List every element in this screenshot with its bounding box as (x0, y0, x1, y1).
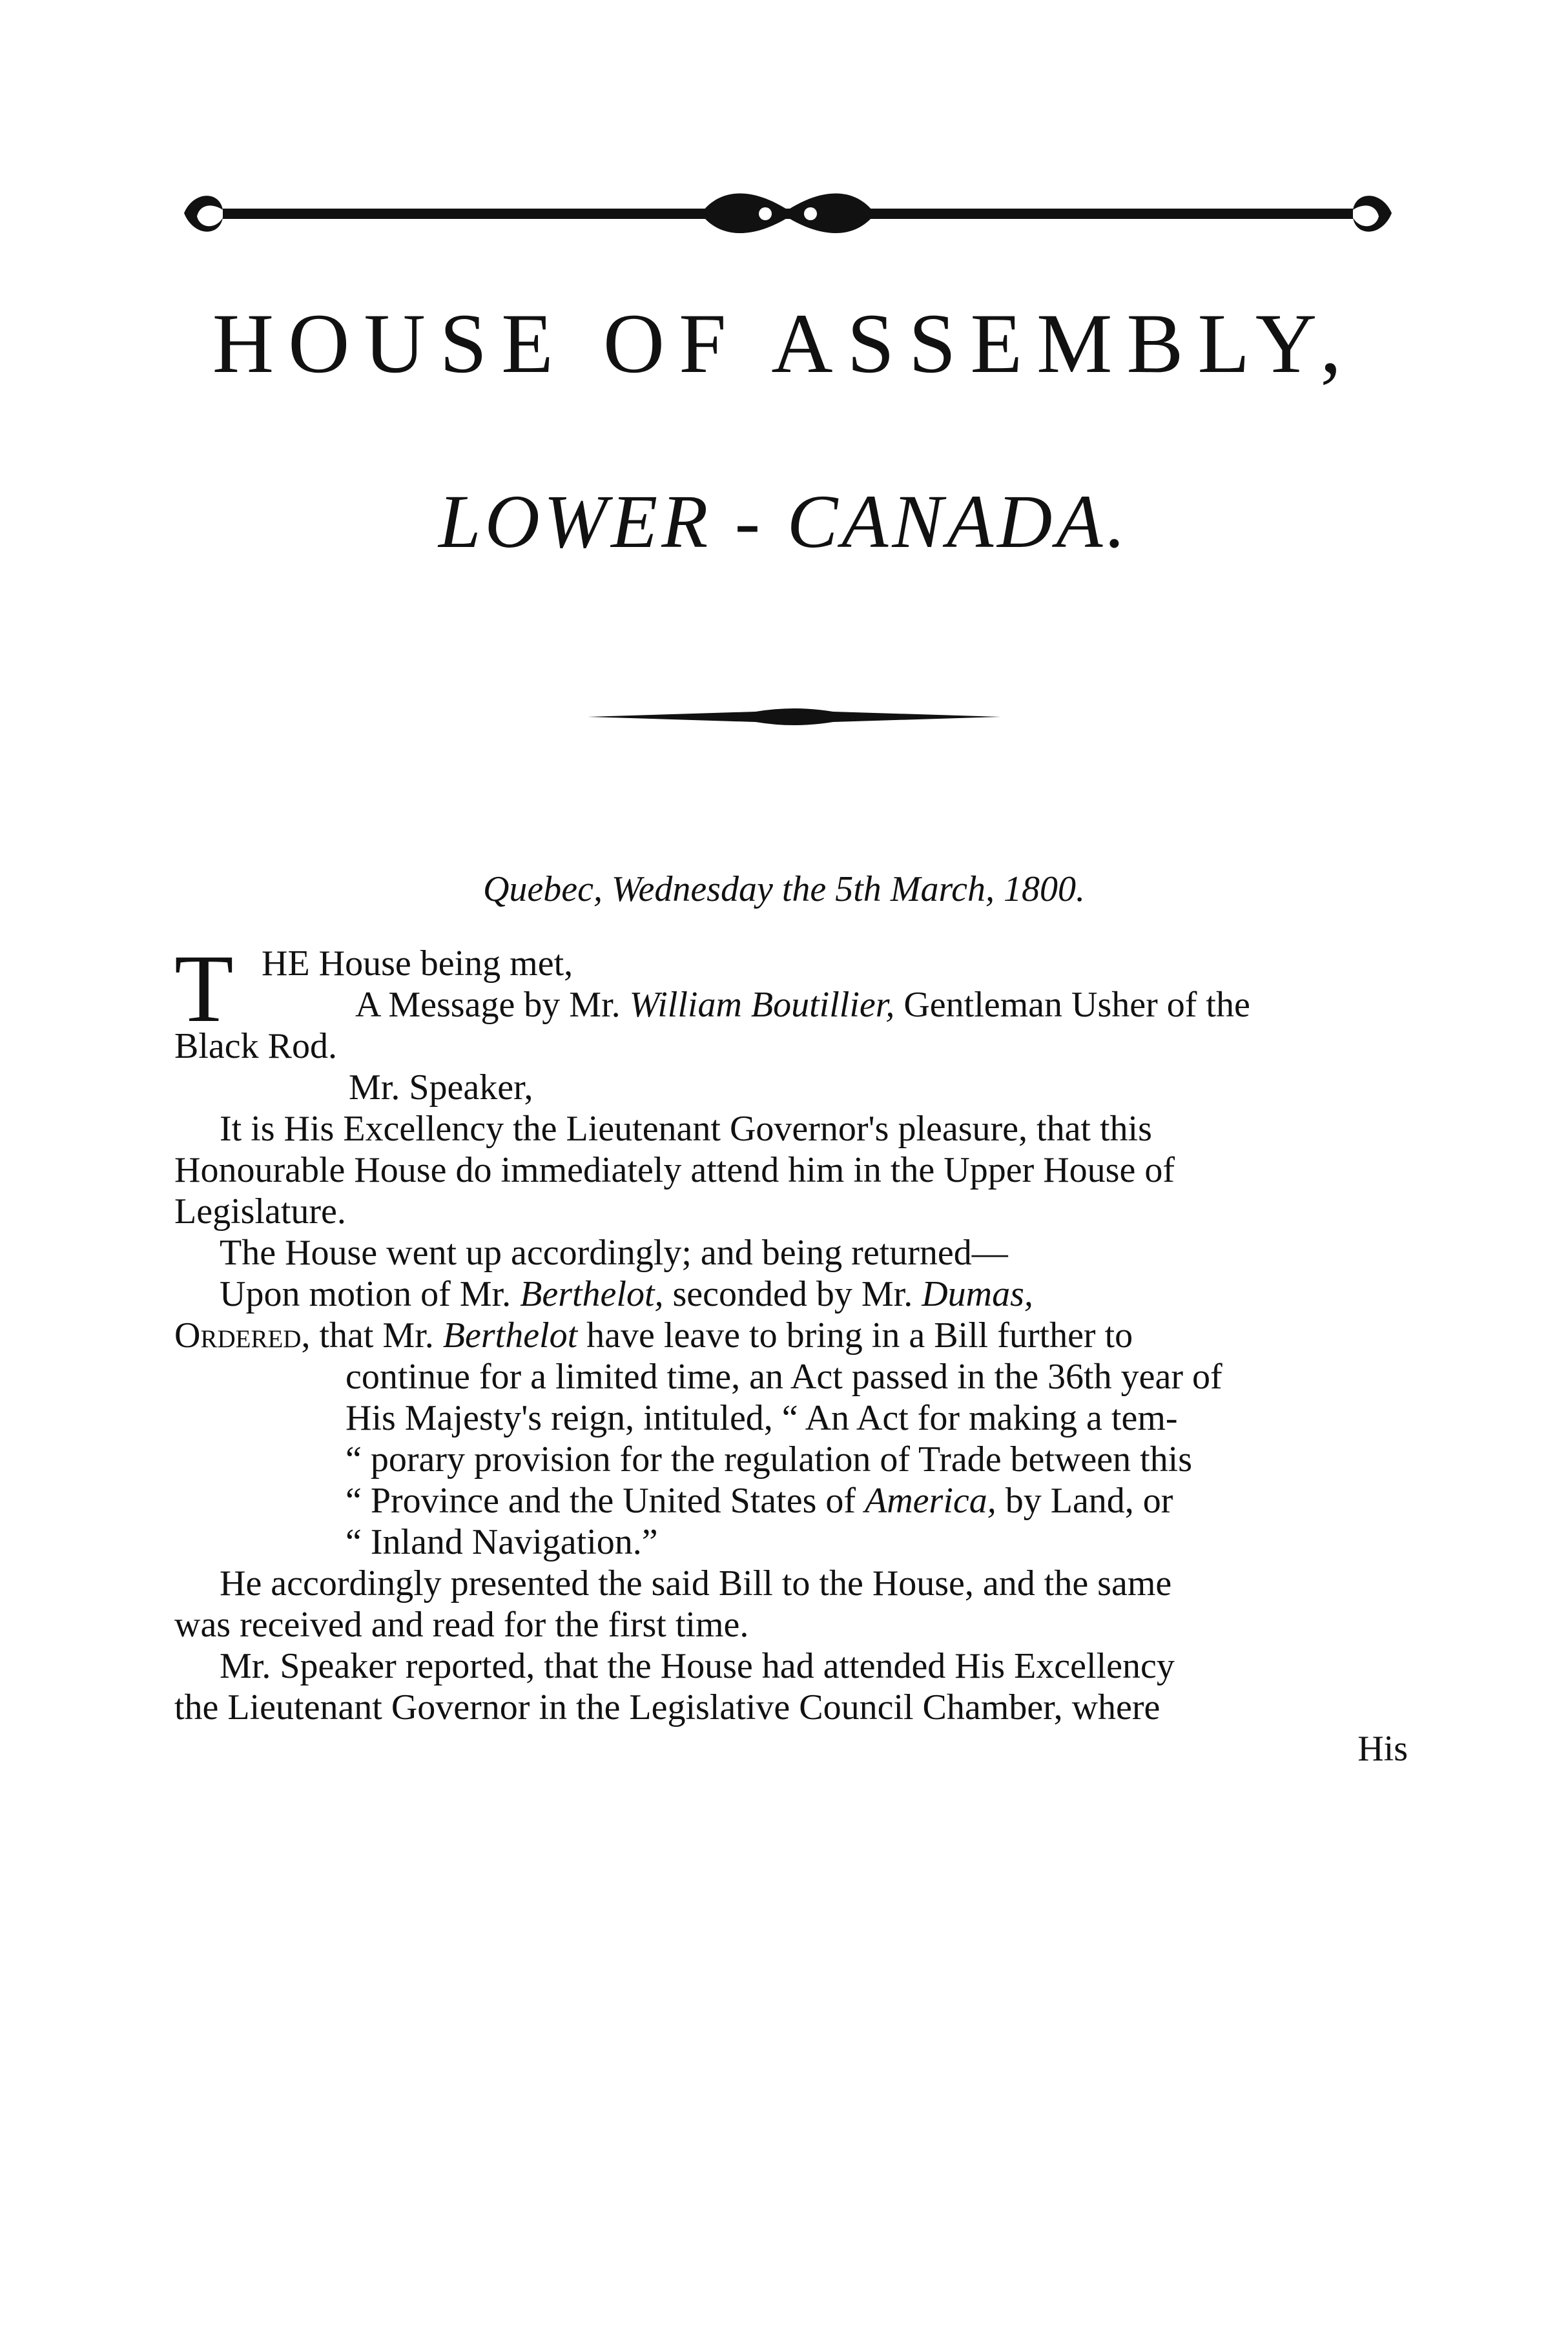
catchword: His (1357, 1729, 1408, 1769)
text-line: was received and read for the first time. (174, 1605, 749, 1645)
text-line: continue for a limited time, an Act passed in the 36th year of (346, 1357, 1222, 1397)
text-line: “ Province and the United States of America, by Land, or (346, 1481, 1173, 1521)
dateline: Quebec, Wednesday the 5th March, 1800. (482, 869, 1086, 909)
place-name: America, (865, 1481, 996, 1521)
tapered-rule-divider (588, 704, 1001, 730)
text-line: His Majesty's reign, intituled, “ An Act for making a tem- (346, 1398, 1178, 1438)
text-line: “ porary provision for the regulation of Trade between this (346, 1439, 1193, 1479)
text-line: Upon motion of Mr. Berthelot, seconded by Mr. Dumas, (220, 1274, 1033, 1314)
drop-cap: T (174, 935, 234, 1042)
text-line: It is His Excellency the Lieutenant Governor's pleasure, that this (220, 1109, 1152, 1149)
text-line: Mr. Speaker, (349, 1067, 533, 1108)
ornamental-rule-top (184, 184, 1392, 242)
document-title: HOUSE OF ASSEMBLY, (212, 296, 1356, 391)
text-line: A Message by Mr. William Boutillier, Gentleman Usher of the (355, 985, 1250, 1025)
text-line: the Lieutenant Governor in the Legislative Council Chamber, where (174, 1687, 1161, 1727)
person-name: Dumas, (922, 1274, 1033, 1314)
body-text (174, 935, 1408, 1769)
text-line: HE House being met, (262, 943, 573, 984)
text-line: He accordingly presented the said Bill to the House, and the same (220, 1563, 1172, 1603)
text-line: Legislature. (174, 1191, 346, 1232)
text-line: Mr. Speaker reported, that the House had attended His Excellency (220, 1646, 1175, 1686)
ordered-label: Ordered, (174, 1315, 311, 1355)
document-subtitle: LOWER - CANADA. (438, 479, 1130, 564)
person-name: Berthelot, (520, 1274, 664, 1314)
text-line: Ordered, that Mr. Berthelot have leave to bring in a Bill further to (174, 1315, 1133, 1355)
text-line: Honourable House do immediately attend him in the Upper House of (174, 1150, 1175, 1190)
person-name: Berthelot (442, 1315, 578, 1355)
text-line: Black Rod. (174, 1026, 337, 1066)
text-line: “ Inland Navigation.” (346, 1522, 658, 1562)
person-name: William Boutillier, (629, 985, 895, 1025)
text-line: The House went up accordingly; and being returned— (220, 1233, 1008, 1273)
